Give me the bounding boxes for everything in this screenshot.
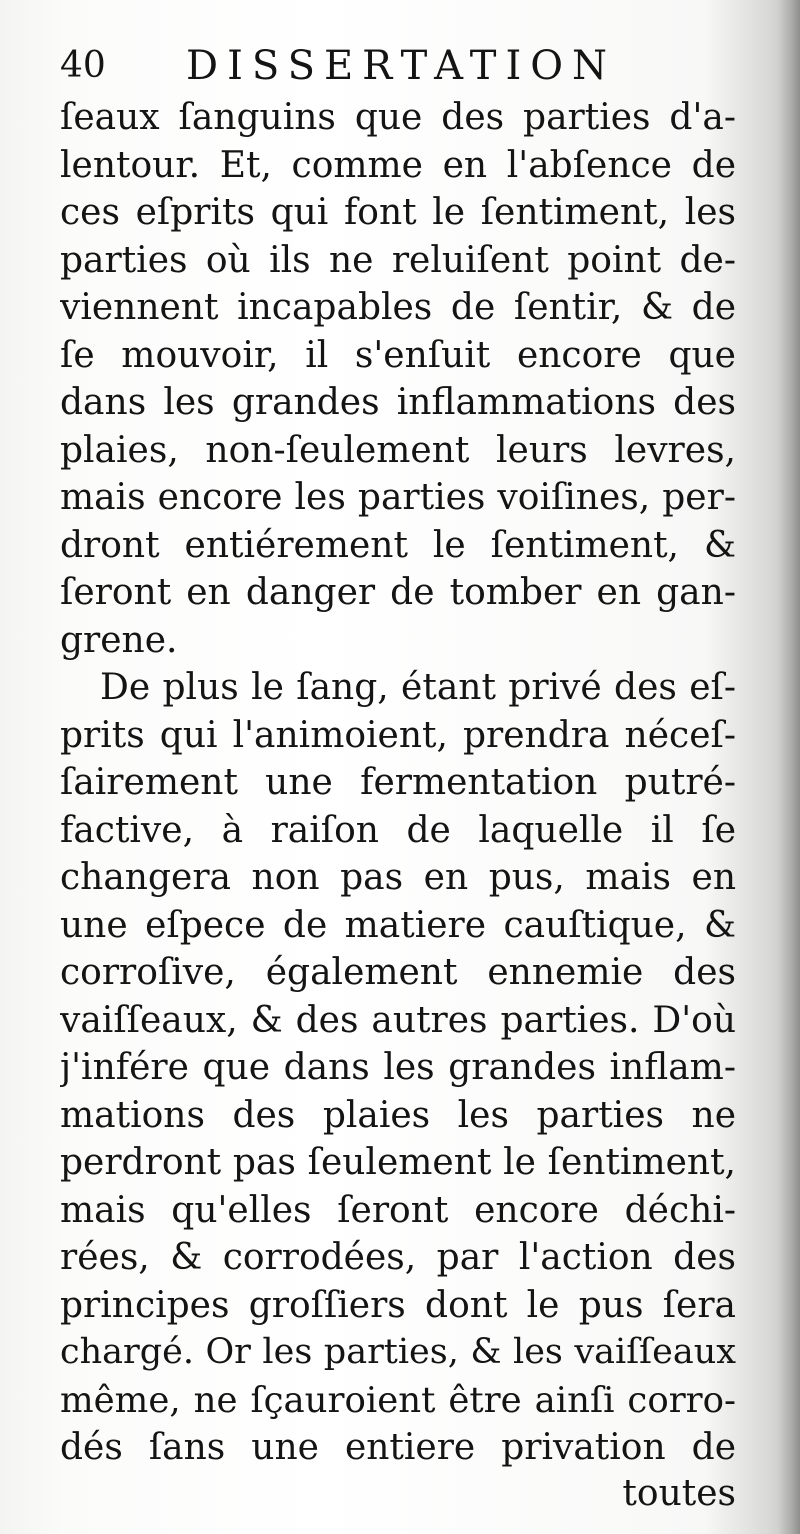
- text-line: dés ſans une entiere privation de: [60, 1427, 736, 1468]
- text-line: changera non pas en pus, mais en: [60, 857, 736, 898]
- page-text-block: [60, 38, 736, 1516]
- text-line: j'infére que dans les grandes inflam-: [60, 1047, 736, 1088]
- text-line: vaiſſeaux, & des autres parties. D'où: [60, 999, 736, 1041]
- text-line: dront entiérement le ſentiment, &: [60, 524, 736, 566]
- text-line: mais qu'elles ſeront encore déchi-: [60, 1189, 736, 1231]
- text-line: une eſpece de matiere cauſtique, &: [60, 904, 736, 946]
- text-line: parties où ils ne reluiſent point de-: [60, 239, 736, 281]
- page-header: [60, 38, 736, 94]
- page-number: 40: [60, 45, 106, 86]
- text-line: principes groſſiers dont le pus ſera: [60, 1284, 736, 1326]
- paragraph-2: [60, 664, 736, 1472]
- text-line: ſe mouvoir, il s'enſuit encore que: [60, 334, 736, 376]
- text-line: viennent incapables de ſentir, & de: [60, 287, 736, 328]
- catchword: toutes: [622, 1472, 736, 1514]
- text-line: dans les grandes inflammations des: [60, 382, 736, 423]
- text-line: prits qui l'animoient, prendra néceſ-: [60, 714, 736, 756]
- paragraph-1: [60, 94, 736, 664]
- running-title: DISSERTATION: [186, 43, 617, 89]
- text-line: chargé. Or les parties, & les vaiſſeaux: [60, 1332, 736, 1372]
- text-line: De plus le ſang, étant privé des eſ-: [100, 667, 736, 708]
- text-line: ſeront en danger de tomber en gan-: [60, 572, 736, 613]
- text-line: ſairement une fermentation putré-: [60, 762, 736, 803]
- text-line: perdront pas ſeulement le ſentiment,: [60, 1142, 736, 1183]
- text-line: lentour. Et, comme en l'abſence de: [60, 144, 736, 186]
- text-line: plaies, non-ſeulement leurs levres,: [60, 429, 736, 471]
- text-line: rées, & corrodées, par l'action des: [60, 1237, 736, 1278]
- text-line: ſeaux ſanguins que des parties d'a-: [60, 97, 736, 138]
- text-line: factive, à raiſon de laquelle il ſe: [60, 809, 736, 851]
- text-line: ces eſprits qui font le ſentiment, les: [60, 192, 736, 233]
- text-line: corroſive, également ennemie des: [60, 952, 736, 993]
- page-gutter-shadow: [778, 0, 800, 1534]
- text-line: mais encore les parties voiſines, per-: [60, 477, 736, 518]
- text-line: mations des plaies les parties ne: [60, 1094, 736, 1136]
- text-line: même, ne ſçauroient être ainſi corro-: [60, 1379, 736, 1421]
- text-line: grene.: [60, 619, 178, 661]
